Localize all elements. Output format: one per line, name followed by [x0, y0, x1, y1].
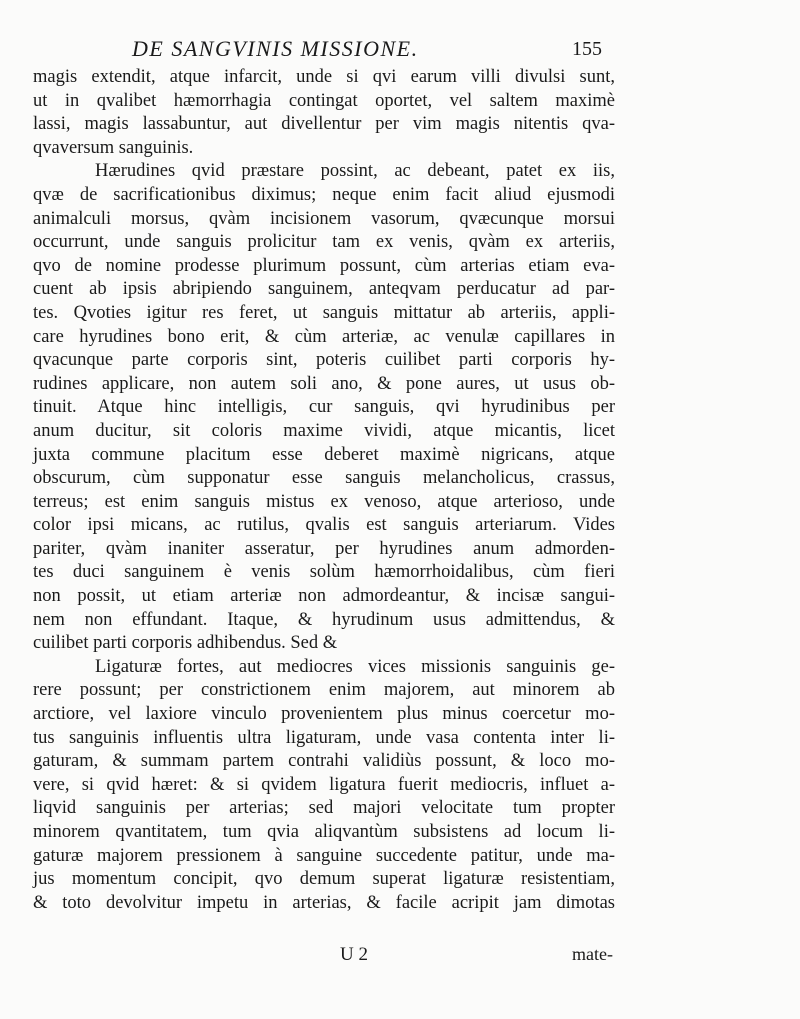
text-line: obscurum, cùm supponatur esse sanguis melancholicus, crassus,: [33, 468, 615, 489]
text-line: arctiore, vel laxiore vinculo provenientem plus minus coercetur mo-: [33, 704, 615, 725]
text-line: & toto devolvitur impetu in arterias, & facile acripit jam dimotas: [33, 892, 615, 913]
text-line: tinuit. Atque hinc intelligis, cur sanguis, qvi hyrudinibus per: [33, 397, 615, 418]
running-header: [0, 36, 800, 68]
text-line: qvacunque parte corporis sint, poteris cuilibet parti corporis hy-: [33, 350, 615, 371]
text-line: gaturam, & summam partem contrahi validiùs possunt, & loco mo-: [33, 751, 615, 772]
text-line: minorem qvantitatem, tum qvia aliqvantùm subsistens ad locum li-: [33, 822, 615, 842]
text-line: rere possunt; per constrictionem enim majorem, aut minorem ab: [33, 680, 615, 701]
text-line: rudines applicare, non autem soli ano, & pone aures, ut usus ob-: [33, 373, 615, 394]
body-text: [33, 66, 615, 915]
text-line: tes duci sanguinem è venis solùm hæmorrhoidalibus, cùm fieri: [33, 562, 615, 583]
text-line: cuilibet parti corporis adhibendus. Sed &: [33, 633, 338, 654]
text-line: juxta commune placitum esse deberet maximè nigricans, atque: [33, 444, 615, 465]
text-line: ut in qvalibet hæmorrhagia contingat oportet, vel saltem maximè: [33, 90, 615, 111]
text-line: color ipsi micans, ac rutilus, qvalis est sanguis arteriarum. Vides: [33, 515, 615, 536]
text-line: liqvid sanguinis per arterias; sed majori velocitate tum propter: [33, 798, 615, 819]
text-line: jus momentum concipit, qvo demum superat ligaturæ resistentiam,: [33, 869, 615, 890]
paragraph-start-line: Hærudines qvid præstare possint, ac debeant, patet ex iis,: [95, 161, 615, 182]
text-line: lassi, magis lassabuntur, aut divellentur per vim magis nitentis qva-: [33, 114, 615, 135]
text-line: qvæ de sacrificationibus diximus; neque enim facit aliud ejusmodi: [33, 184, 615, 205]
page-number: 155: [572, 38, 602, 60]
text-line: animalculi morsus, qvàm incisionem vasorum, qvæcunque morsui: [33, 208, 615, 229]
text-line: tus sanguinis influentis ultra ligaturam, unde vasa contenta inter li-: [33, 727, 615, 748]
catchword: mate-: [572, 944, 613, 964]
text-line: tes. Qvoties igitur res feret, ut sanguis mittatur ab arteriis, appli-: [33, 302, 615, 323]
signature-mark: U 2: [340, 944, 368, 965]
text-line: anum ducitur, sit coloris maxime vividi, atque micantis, licet: [33, 420, 615, 441]
text-line: care hyrudines bono erit, & cùm arteriæ, ac venulæ capillares in: [33, 326, 615, 347]
text-line: nem non effundant. Itaque, & hyrudinum usus admittendus, &: [33, 609, 615, 630]
text-line: occurrunt, unde sanguis prolicitur tam ex venis, qvàm ex arteriis,: [33, 232, 615, 253]
text-line: qvo de nomine prodesse plurimum possunt, cùm arterias etiam eva-: [33, 255, 615, 276]
text-line: terreus; est enim sanguis mistus ex venoso, atque arterioso, unde: [33, 491, 615, 512]
text-line: non possit, ut etiam arteriæ non admordeantur, & incisæ sangui-: [33, 586, 615, 607]
text-line: gaturæ majorem pressionem à sanguine succedente patitur, unde ma-: [33, 845, 615, 866]
text-line: pariter, qvàm inaniter asseratur, per hyrudines anum admorden-: [33, 538, 615, 559]
text-line: vere, si qvid hæret: & si qvidem ligatura fuerit mediocris, influet a-: [33, 774, 615, 795]
paragraph-start-line: Ligaturæ fortes, aut mediocres vices missionis sanguinis ge-: [95, 656, 615, 677]
page-footer: [0, 944, 800, 974]
text-line: cuent ab ipsis abripiendo sanguinem, anteqvam perducatur ad par-: [33, 279, 615, 300]
text-line: qvaversum sanguinis.: [33, 137, 194, 158]
text-line: magis extendit, atque infarcit, unde si qvi earum villi divulsi sunt,: [33, 67, 615, 87]
running-title: DE SANGVINIS MISSIONE.: [132, 36, 419, 61]
